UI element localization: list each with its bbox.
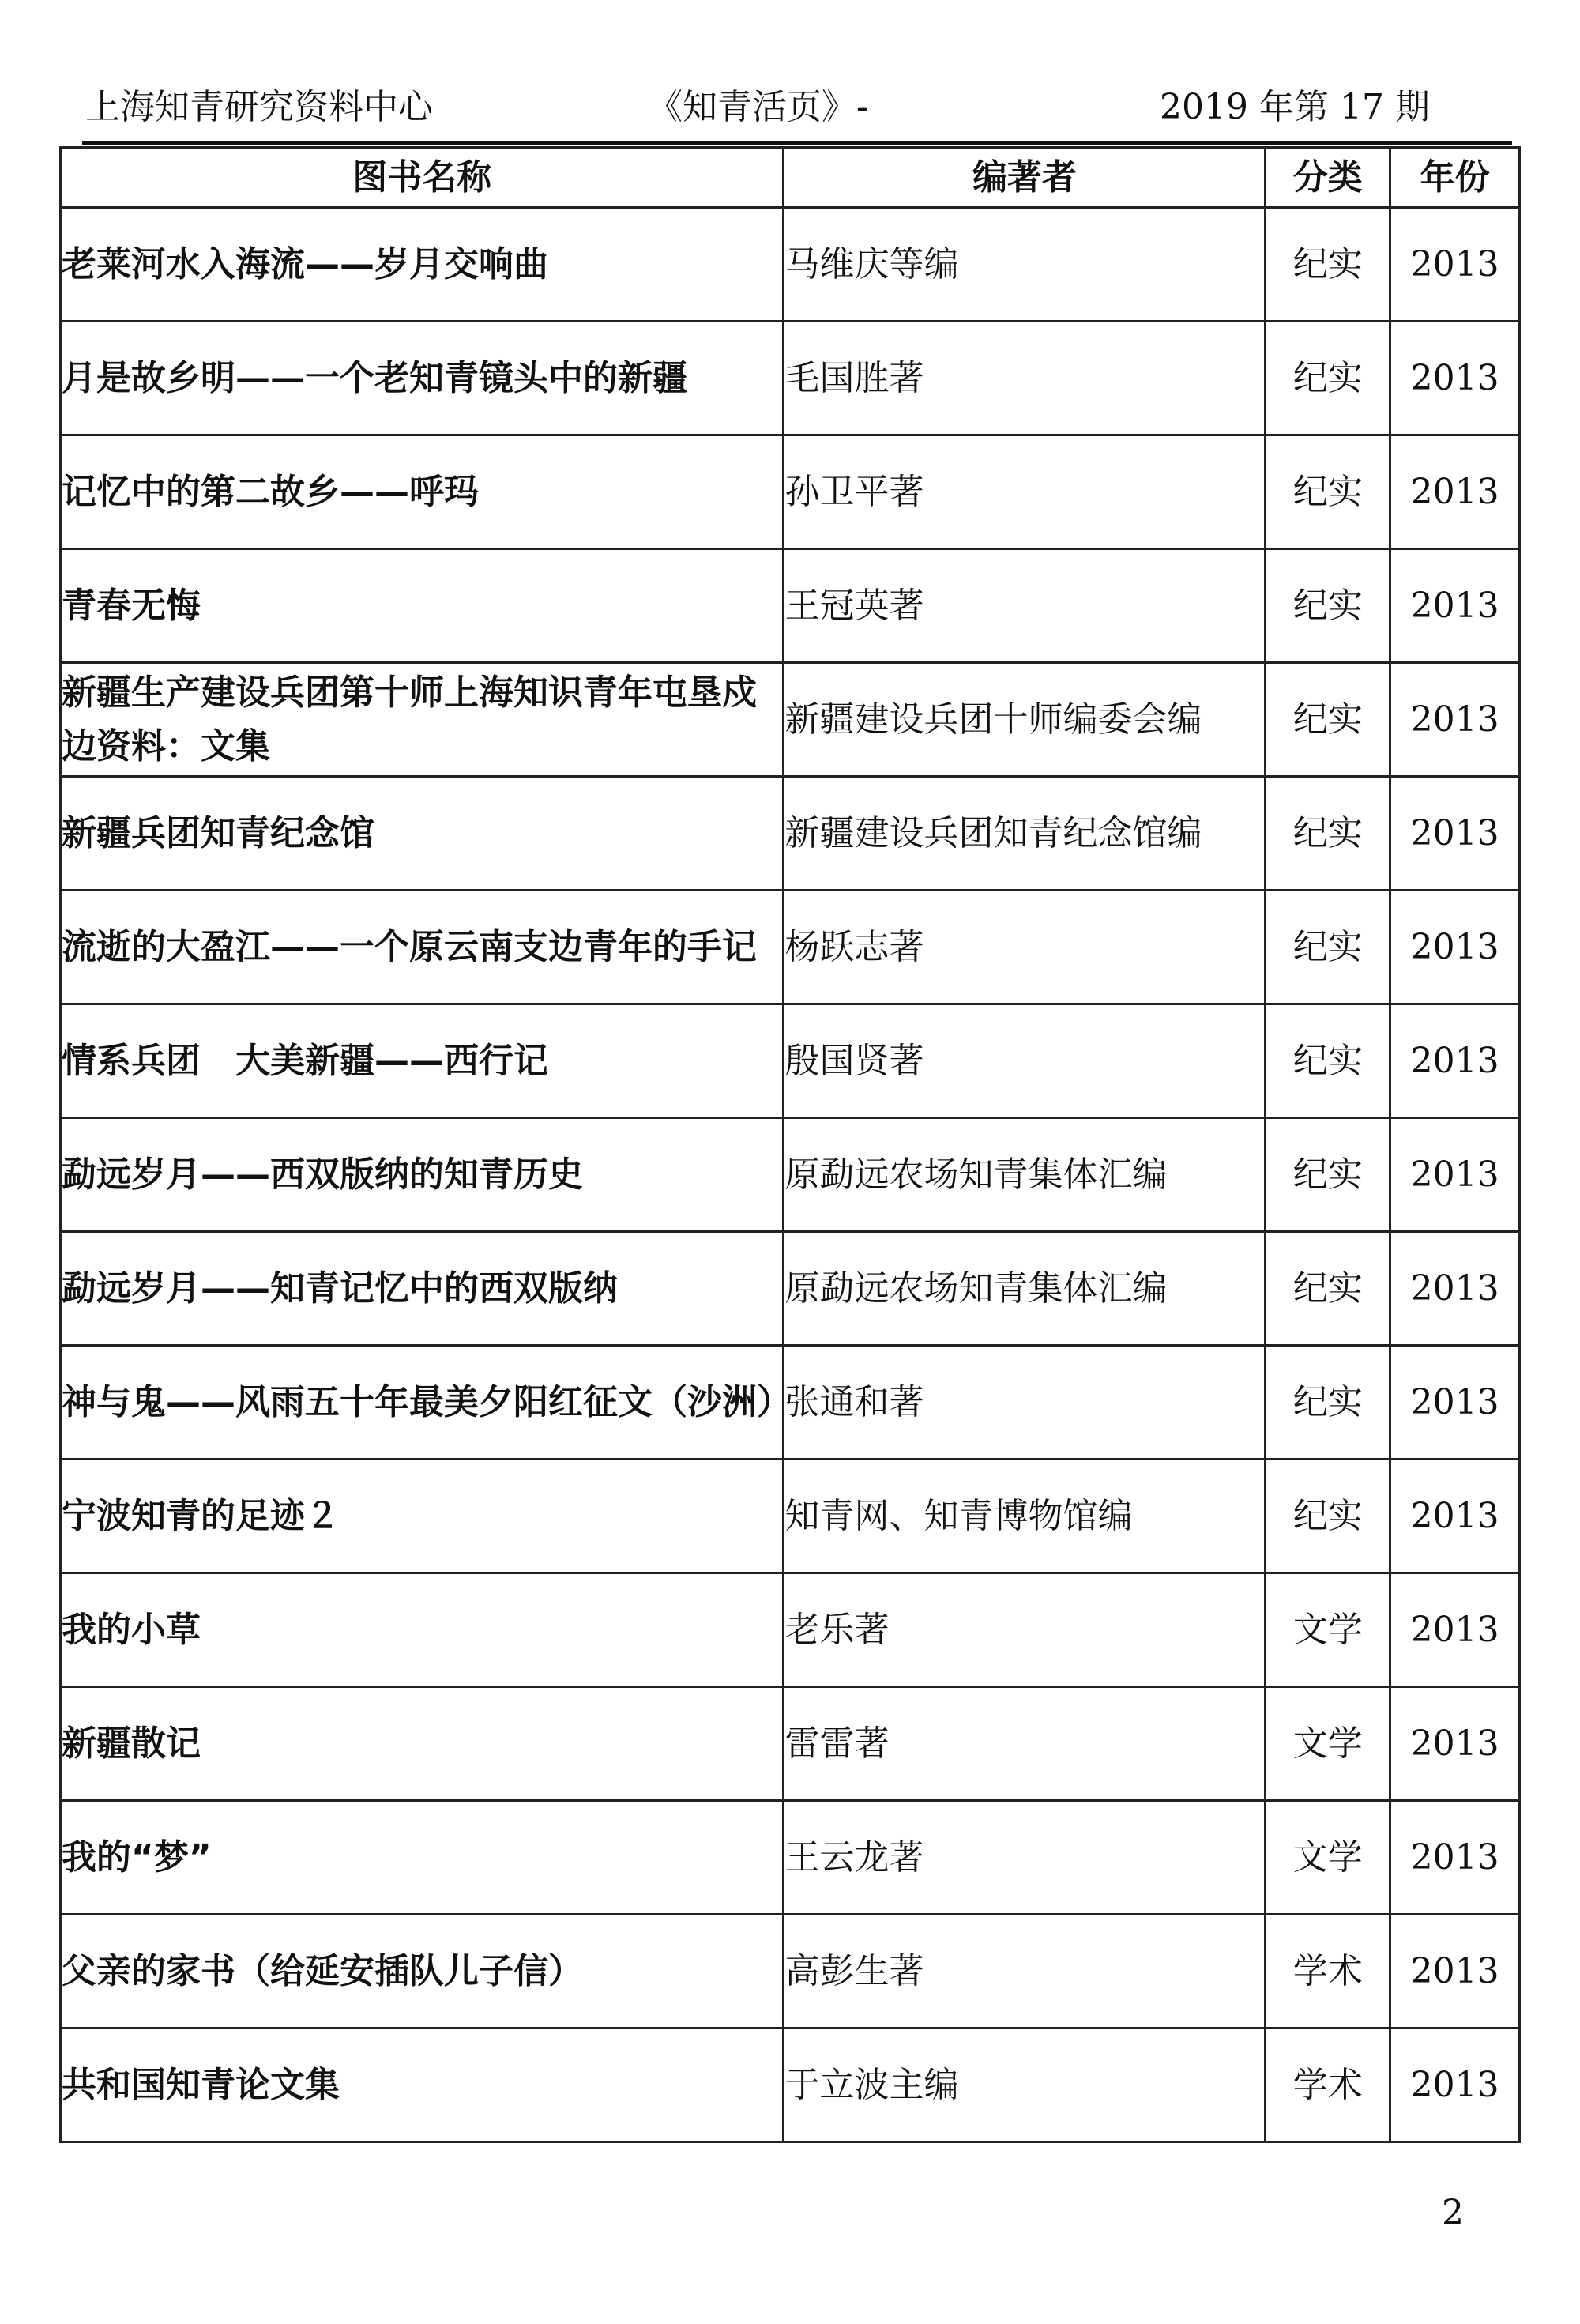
table-body	[61, 208, 1520, 2142]
header-rule	[82, 141, 1512, 145]
category-cell: 文学	[1266, 1801, 1390, 1915]
category-cell: 纪实	[1266, 549, 1390, 663]
year-cell: 2013	[1390, 1346, 1520, 1460]
author-cell: 新疆建设兵团十师编委会编	[784, 663, 1266, 777]
year-cell: 2013	[1390, 1801, 1520, 1915]
book-title-cell: 宁波知青的足迹２	[61, 1460, 784, 1573]
author-cell: 毛国胜著	[784, 322, 1266, 435]
page-header	[85, 76, 1507, 139]
book-title-cell: 青春无悔	[61, 549, 784, 663]
table-row	[61, 891, 1520, 1004]
year-cell: 2013	[1390, 1118, 1520, 1232]
author-cell: 原勐远农场知青集体汇编	[784, 1118, 1266, 1232]
table-row	[61, 1915, 1520, 2028]
year-cell: 2013	[1390, 777, 1520, 891]
category-cell: 纪实	[1266, 435, 1390, 549]
author-cell: 于立波主编	[784, 2028, 1266, 2142]
year-cell: 2013	[1390, 435, 1520, 549]
column-header-title: 图书名称	[61, 148, 784, 208]
year-cell: 2013	[1390, 663, 1520, 777]
table-row	[61, 1232, 1520, 1346]
book-title-cell: 我的“梦”	[61, 1801, 784, 1915]
year-cell: 2013	[1390, 549, 1520, 663]
book-title-cell: 新疆生产建设兵团第十师上海知识青年屯垦戍边资料：文集	[61, 663, 784, 777]
table-row	[61, 1118, 1520, 1232]
column-header-author: 编著者	[784, 148, 1266, 208]
year-cell: 2013	[1390, 208, 1520, 322]
author-cell: 王云龙著	[784, 1801, 1266, 1915]
header-org: 上海知青研究资料中心	[85, 87, 433, 127]
book-title-cell: 流逝的大盈江——一个原云南支边青年的手记	[61, 891, 784, 1004]
year-cell: 2013	[1390, 1460, 1520, 1573]
book-title-cell: 新疆兵团知青纪念馆	[61, 777, 784, 891]
table-row	[61, 1346, 1520, 1460]
category-cell: 文学	[1266, 1573, 1390, 1687]
author-cell: 老乐著	[784, 1573, 1266, 1687]
category-cell: 纪实	[1266, 777, 1390, 891]
column-header-year: 年份	[1390, 148, 1520, 208]
author-cell: 孙卫平著	[784, 435, 1266, 549]
book-title-cell: 父亲的家书（给延安插队儿子信）	[61, 1915, 784, 2028]
table-row	[61, 1573, 1520, 1687]
category-cell: 纪实	[1266, 1004, 1390, 1118]
book-title-cell: 共和国知青论文集	[61, 2028, 784, 2142]
category-cell: 学术	[1266, 1915, 1390, 2028]
category-cell: 纪实	[1266, 1232, 1390, 1346]
category-cell: 纪实	[1266, 1460, 1390, 1573]
year-cell: 2013	[1390, 1687, 1520, 1801]
category-cell: 纪实	[1266, 891, 1390, 1004]
year-cell: 2013	[1390, 2028, 1520, 2142]
author-cell: 原勐远农场知青集体汇编	[784, 1232, 1266, 1346]
author-cell: 雷雷著	[784, 1687, 1266, 1801]
page-number: 2	[1442, 2193, 1464, 2233]
table-row	[61, 777, 1520, 891]
category-cell: 文学	[1266, 1687, 1390, 1801]
category-cell: 纪实	[1266, 663, 1390, 777]
author-cell: 知青网、知青博物馆编	[784, 1460, 1266, 1573]
author-cell: 马维庆等编	[784, 208, 1266, 322]
book-title-cell: 神与鬼——风雨五十年最美夕阳红征文（沙洲）	[61, 1346, 784, 1460]
category-cell: 纪实	[1266, 322, 1390, 435]
table-row	[61, 549, 1520, 663]
category-cell: 学术	[1266, 2028, 1390, 2142]
book-title-cell: 勐远岁月——西双版纳的知青历史	[61, 1118, 784, 1232]
table-row	[61, 1460, 1520, 1573]
table-row	[61, 663, 1520, 777]
book-title-cell: 月是故乡明——一个老知青镜头中的新疆	[61, 322, 784, 435]
book-title-cell: 勐远岁月——知青记忆中的西双版纳	[61, 1232, 784, 1346]
author-cell: 张通和著	[784, 1346, 1266, 1460]
book-title-cell: 情系兵团 大美新疆——西行记	[61, 1004, 784, 1118]
author-cell: 杨跃志著	[784, 891, 1266, 1004]
book-title-cell: 老莱河水入海流——岁月交响曲	[61, 208, 784, 322]
book-title-cell: 记忆中的第二故乡——呼玛	[61, 435, 784, 549]
category-cell: 纪实	[1266, 208, 1390, 322]
book-title-cell: 我的小草	[61, 1573, 784, 1687]
header-issue: 2019 年第 17 期	[1160, 87, 1430, 127]
author-cell: 高彭生著	[784, 1915, 1266, 2028]
column-header-category: 分类	[1266, 148, 1390, 208]
year-cell: 2013	[1390, 891, 1520, 1004]
author-cell: 王冠英著	[784, 549, 1266, 663]
table-row	[61, 208, 1520, 322]
category-cell: 纪实	[1266, 1118, 1390, 1232]
year-cell: 2013	[1390, 1004, 1520, 1118]
table-row	[61, 1004, 1520, 1118]
table-header-row	[61, 148, 1520, 208]
year-cell: 2013	[1390, 1232, 1520, 1346]
table-row	[61, 435, 1520, 549]
author-cell: 新疆建设兵团知青纪念馆编	[784, 777, 1266, 891]
table-row	[61, 322, 1520, 435]
table-row	[61, 1801, 1520, 1915]
table-row	[61, 1687, 1520, 1801]
author-cell: 殷国贤著	[784, 1004, 1266, 1118]
book-table	[59, 146, 1521, 2143]
book-title-cell: 新疆散记	[61, 1687, 784, 1801]
header-publication: 《知青活页》-	[648, 87, 868, 127]
year-cell: 2013	[1390, 322, 1520, 435]
category-cell: 纪实	[1266, 1346, 1390, 1460]
table-row	[61, 2028, 1520, 2142]
year-cell: 2013	[1390, 1573, 1520, 1687]
year-cell: 2013	[1390, 1915, 1520, 2028]
